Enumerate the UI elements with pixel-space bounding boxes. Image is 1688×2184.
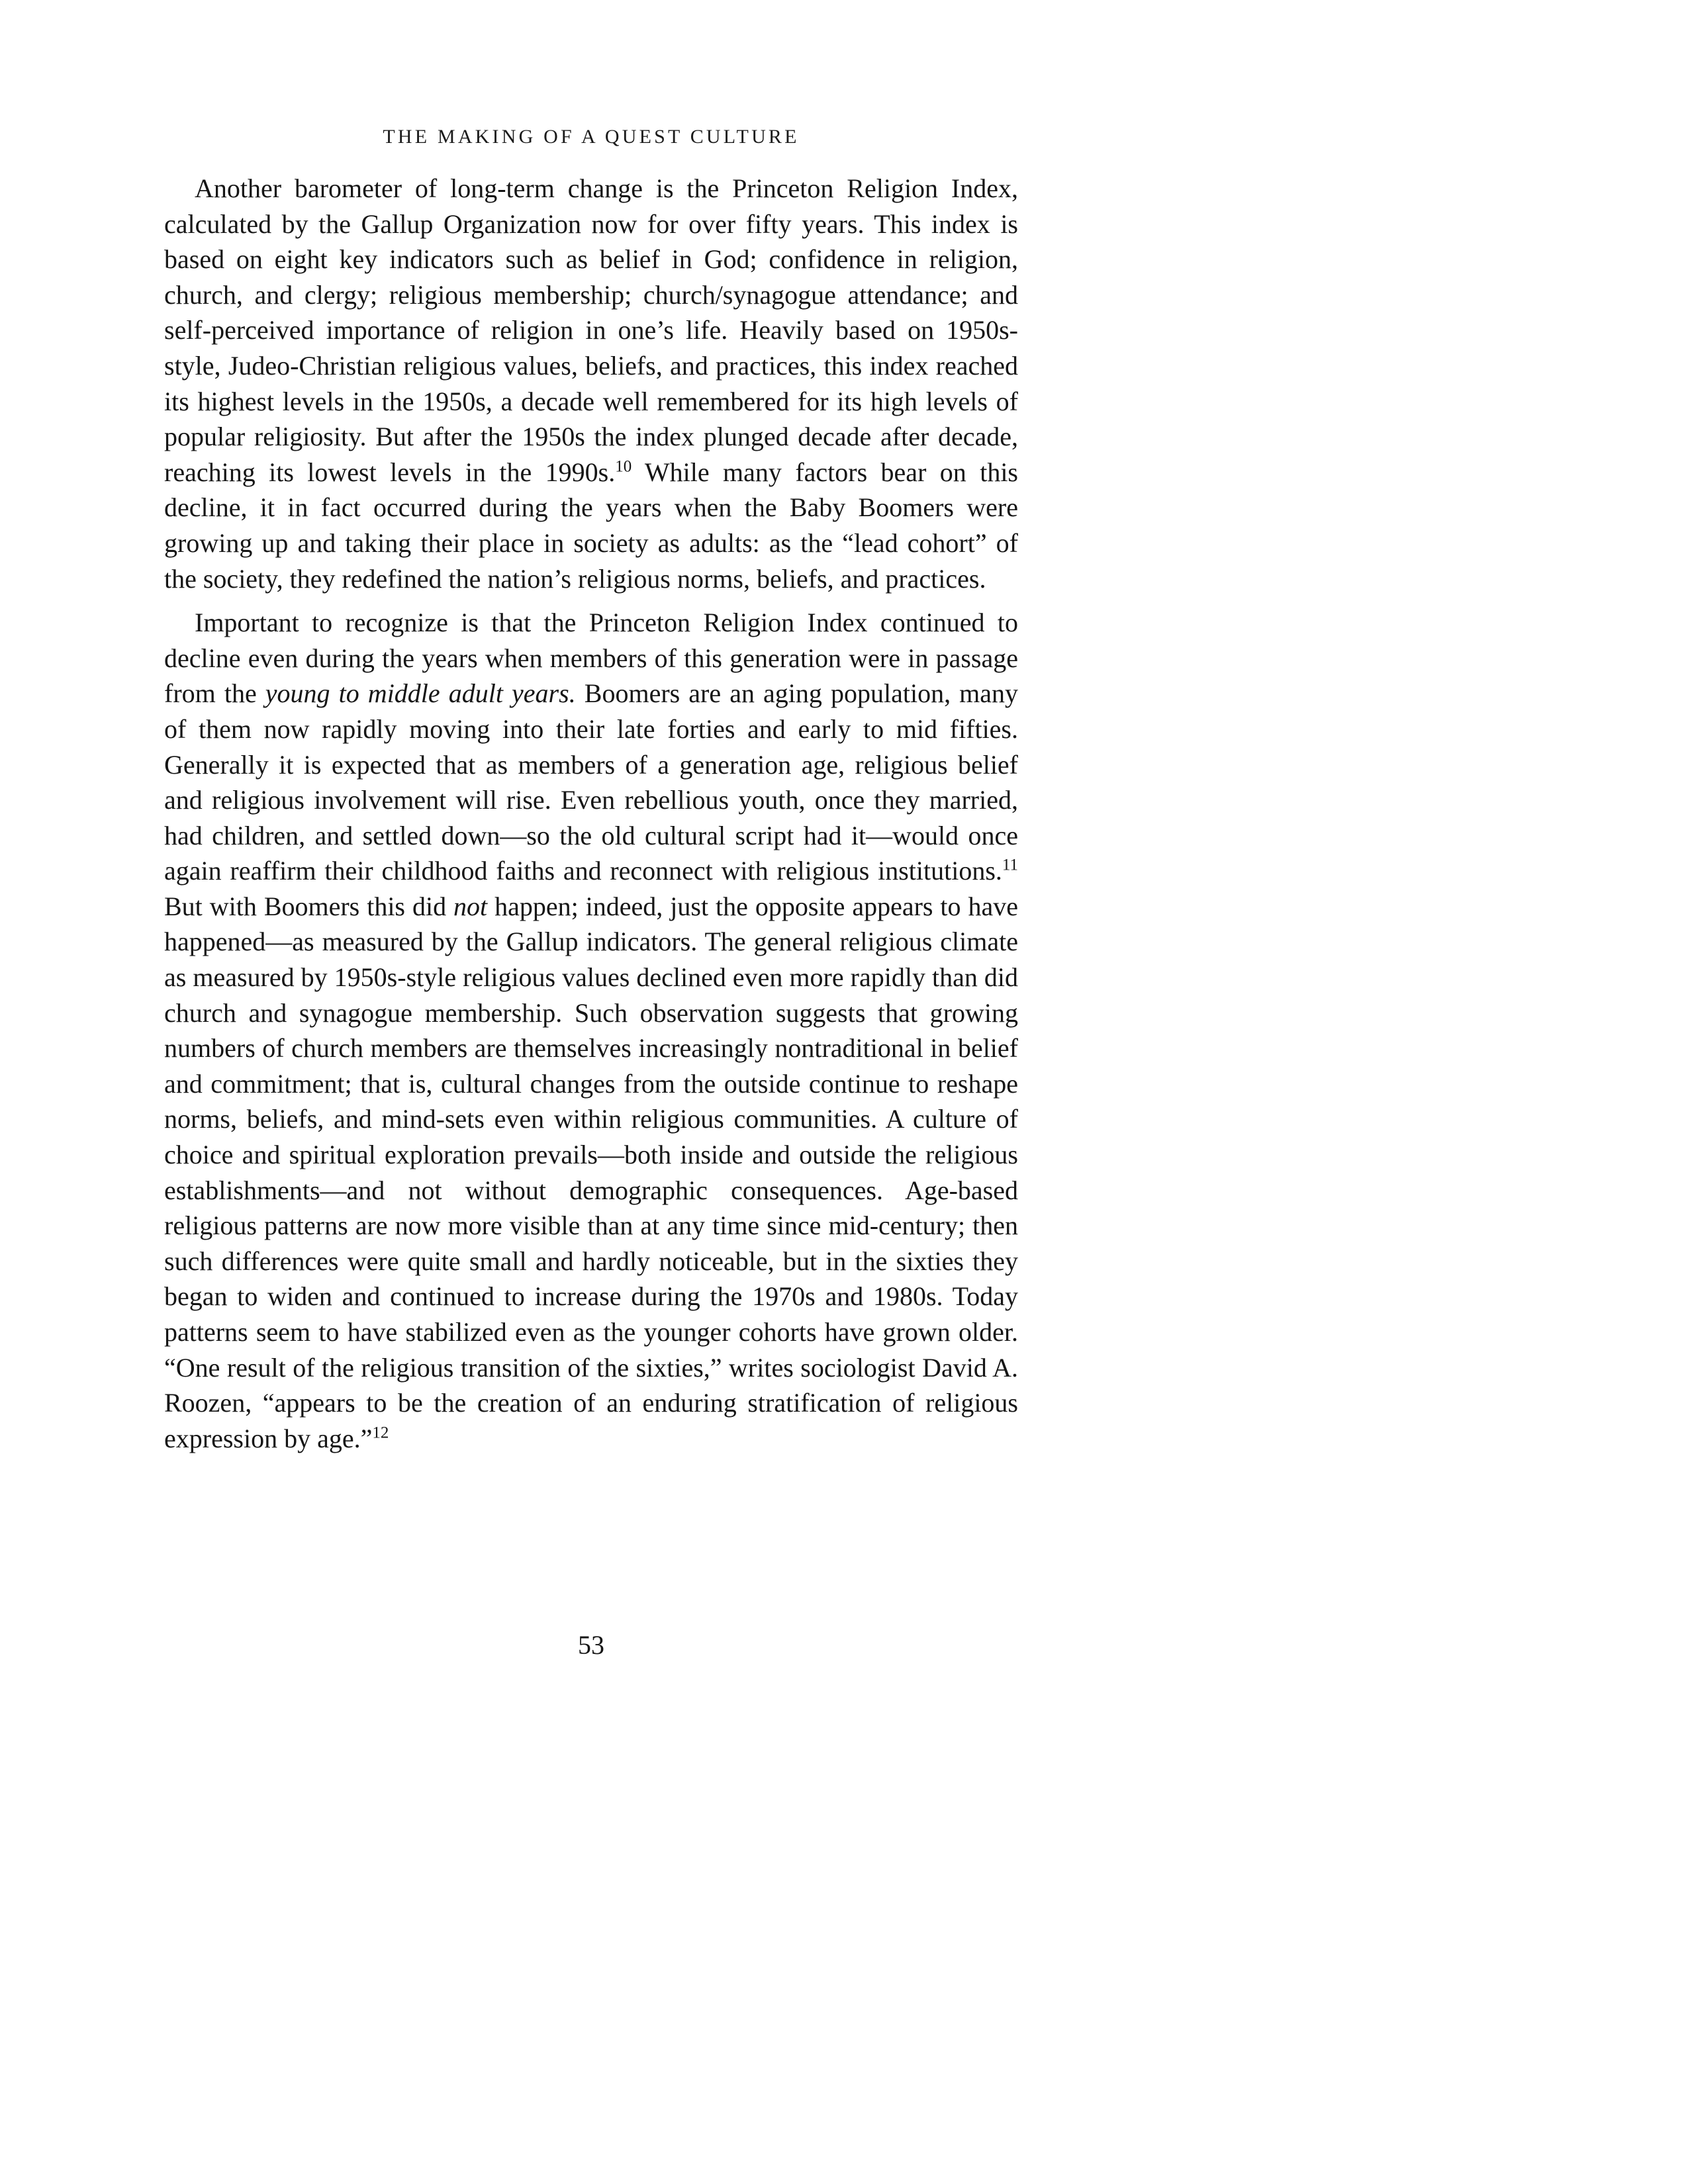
footnote-marker: 12 (372, 1424, 389, 1442)
paragraph-2 (164, 605, 1018, 1456)
paragraph-text: While many factors bear on this decline, it in fact occurred during the years when the Baby Boomers were growing up and taking their place in society as adults: as the “lead cohort” of the society, they redefined the nation’s religious norms, beliefs, and practices. (164, 457, 1018, 594)
italic-word: not (453, 891, 488, 921)
paragraph-text: Boomers are an aging population, many of them now rapidly moving into their late forties and early to mid fifties. Generally it is expected that as members of a generation age, religious belief and religious involvement will rise. Even rebellious youth, once they married, had children, and settled down—so the old cultural script had it—would once again reaffirm their childhood faiths and reconnect with religious institutions. (164, 678, 1019, 886)
running-head: THE MAKING OF A QUEST CULTURE (383, 126, 800, 148)
paragraph-text: Important to recognize is that the Princeton Religion Index continued to decline even during the years when members of this generation were in passage from the (164, 608, 1018, 709)
page-number: 53 (578, 1630, 604, 1660)
paragraph-text: Another barometer of long-term change is the Princeton Religion Index, calculated by the Gallup Organization now for over fifty years. This index is based on eight key indicators such as belief in God; confidence in religion, church, and clergy; religious membership; church/synagogue attendance; and self-perceived importance of religion in one’s life. Heavily based on 1950s-style, Judeo-Christian religious values, beliefs, and practices, this index reached its highest levels in the 1950s, a decade well remembered for its high levels of popular religiosity. But after the 1950s the index plunged decade after decade, reaching its lowest levels in the 1990s. (164, 173, 1018, 487)
paragraph-text: happen; indeed, just the opposite appears to have happened—as measured by the Gallup indicators. The general religious climate as measured by 1950s-style religious values declined even more rapidly than did church and synagogue membership. Such observation suggests that growing numbers of church members are themselves increasingly nontraditional in belief and commitment; that is, cultural changes from the outside continue to reshape norms, beliefs, and mind-sets even within religious communities. A culture of choice and spiritual exploration prevails—both inside and outside the religious establishments—and not without demographic consequences. Age-based religious patterns are now more visible than at any time since mid-century; then such differences were quite small and hardly noticeable, but in the sixties they began to widen and continued to increase during the 1970s and 1980s. Today patterns seem to have stabilized even as the younger cohorts have grown older. “One result of the religious transition of the sixties,” writes sociologist David A. Roozen, “appears to be the creation of an enduring stratification of religious expression by age.” (164, 891, 1019, 1453)
paragraph-1 (164, 171, 1018, 596)
paragraph-text: But with Boomers this did (164, 891, 454, 921)
italic-phrase: young to middle adult years. (265, 678, 576, 709)
footnote-marker: 10 (615, 457, 632, 476)
body-text (164, 171, 1018, 1456)
footnote-marker: 11 (1002, 856, 1018, 874)
